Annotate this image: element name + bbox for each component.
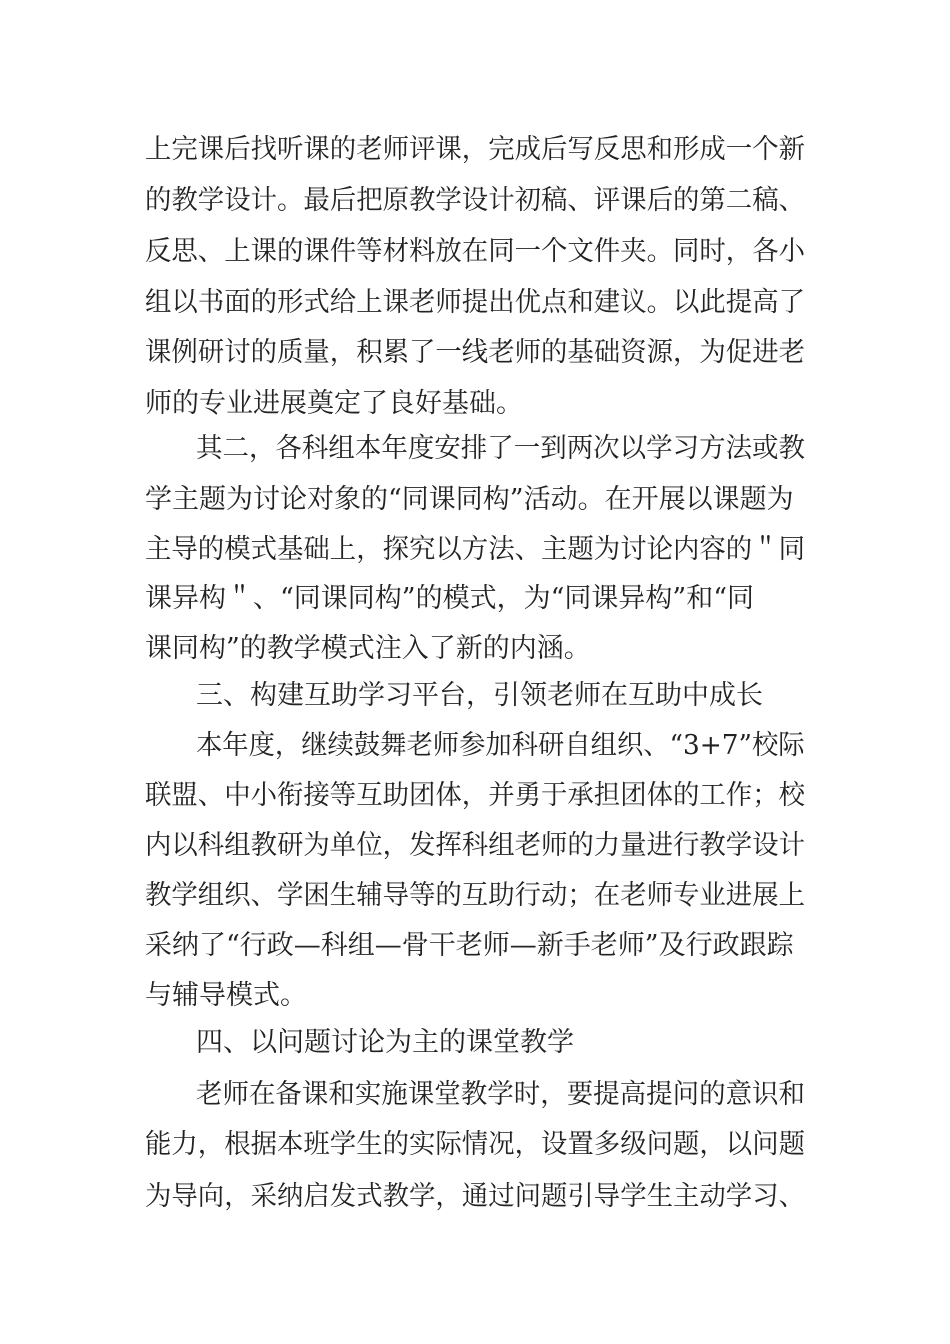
text-line: 教学组织、学困生辅导等的互助行动；在老师专业进展上: [145, 880, 806, 911]
text-line: 联盟、中小衔接等互助团体，并勇于承担团体的工作；校: [145, 780, 806, 811]
text-line: 组以书面的形式给上课老师提出优点和建议。以此提高了: [145, 287, 806, 318]
text-line: 上完课后找听课的老师评课，完成后写反思和形成一个新: [145, 134, 806, 165]
text-line: 主导的模式基础上，探究以方法、主题为讨论内容的＂同: [145, 534, 806, 565]
text-line: 采纳了“行政—科组—骨干老师—新手老师”及行政跟踪: [145, 930, 794, 961]
text-line: 与辅导模式。: [145, 980, 307, 1011]
text-line: 课异构＂、“同课同构”的模式，为“同课异构”和“同: [145, 583, 755, 614]
text-line: 其二，各科组本年度安排了一到两次以学习方法或教: [196, 433, 806, 464]
section-heading: 三、构建互助学习平台，引领老师在互助中成长: [196, 680, 763, 711]
text-line: 课例研讨的质量，积累了一线老师的基础资源，为促进老: [145, 337, 806, 368]
section-heading: 四、以问题讨论为主的课堂教学: [196, 1027, 574, 1058]
text-line: 本年度，继续鼓舞老师参加科研自组织、“3+7”校际: [196, 730, 805, 761]
text-line: 课同构”的教学模式注入了新的内涵。: [145, 633, 591, 664]
text-line: 反思、上课的课件等材料放在同一个文件夹。同时，各小: [145, 236, 806, 267]
text-line: 的教学设计。最后把原教学设计初稿、评课后的第二稿、: [145, 185, 806, 216]
text-line: 为导向，采纳启发式教学，通过问题引导学生主动学习、: [145, 1181, 806, 1212]
text-line: 师的专业进展奠定了良好基础。: [145, 388, 523, 419]
text-line: 能力，根据本班学生的实际情况，设置多级问题，以问题: [145, 1129, 806, 1160]
text-line: 学主题为讨论对象的“同课同构”活动。在开展以课题为: [145, 484, 794, 515]
text-line: 老师在备课和实施课堂教学时，要提高提问的意识和: [196, 1079, 806, 1110]
text-line: 内以科组教研为单位，发挥科组老师的力量进行教学设计: [145, 830, 806, 861]
